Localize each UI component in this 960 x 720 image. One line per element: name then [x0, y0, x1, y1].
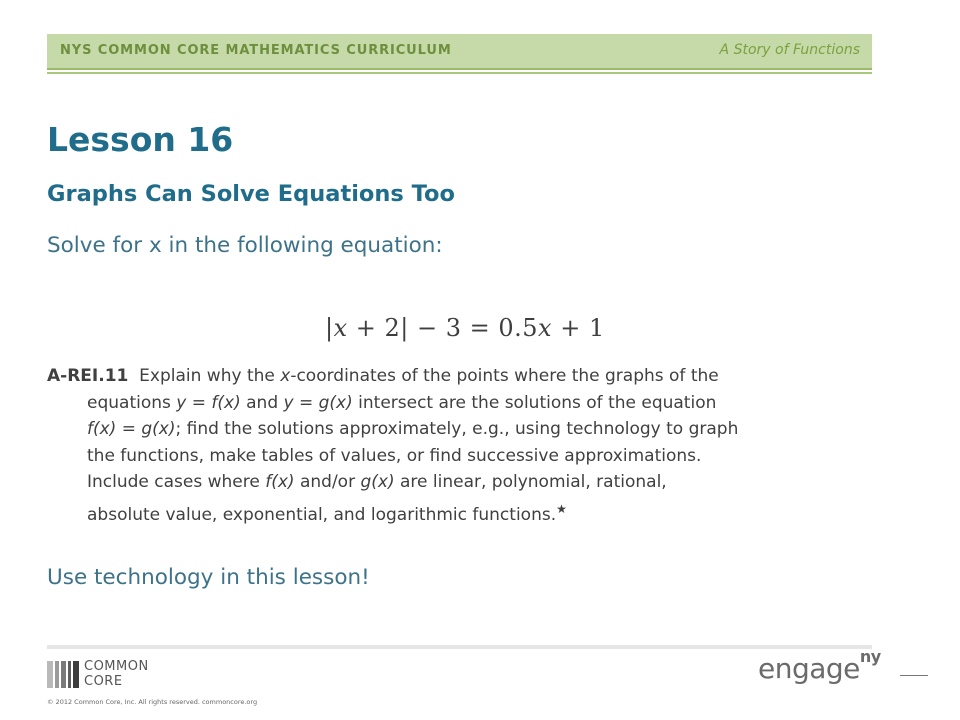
standard-fragment: equations	[87, 392, 177, 413]
standard-line	[47, 390, 917, 417]
equation-variable: x	[538, 314, 553, 342]
equation-part: − 3 = 0.5	[408, 314, 539, 342]
header-bar	[47, 34, 872, 70]
prompt-text: Solve for x in the following equation:	[47, 233, 443, 258]
ny-word: ny	[859, 646, 881, 666]
equation-part: + 2	[347, 314, 401, 342]
standard-fragment: Include cases where	[87, 472, 266, 492]
standard-fragment: and	[240, 392, 284, 413]
standard-fragment: intersect are the solutions of the equation	[352, 392, 717, 413]
standard-fragment: y = g(x)	[283, 392, 353, 413]
standard-line	[47, 416, 917, 443]
corner-divider	[900, 675, 928, 676]
standard-line	[47, 496, 917, 529]
standard-line	[47, 363, 917, 390]
engage-word: engage	[758, 652, 860, 685]
logo-word-core: CORE	[84, 674, 123, 689]
standard-fragment: -coordinates of the points where the graphs of the	[290, 366, 719, 386]
standard-fragment: g(x)	[360, 472, 395, 492]
abs-open: |	[325, 314, 334, 342]
standard-fragment: f(x)	[265, 472, 295, 492]
closing-text: Use technology in this lesson!	[47, 565, 370, 590]
standard-fragment: Explain why the	[128, 366, 281, 386]
standard-text	[47, 363, 917, 528]
star-icon: ★	[556, 501, 567, 516]
equation-variable: x	[333, 314, 348, 342]
standard-fragment: are linear, polynomial, rational,	[394, 472, 667, 492]
common-core-logo	[47, 659, 187, 691]
equation-part: + 1	[552, 314, 605, 342]
course-label: A Story of Functions	[719, 42, 860, 58]
header-divider	[47, 72, 872, 74]
standard-code: A-REI.11	[47, 366, 129, 386]
curriculum-label: NYS COMMON CORE MATHEMATICS CURRICULUM	[60, 43, 452, 58]
standard-line	[47, 469, 917, 496]
standard-line: the functions, make tables of values, or find successive approximations.	[87, 445, 702, 466]
standard-fragment: and/or	[294, 472, 361, 492]
equation	[325, 314, 605, 342]
standard-fragment: x	[280, 366, 291, 386]
standard-fragment: f(x) = g(x)	[87, 419, 176, 439]
standard-fragment: absolute value, exponential, and logarithmic functions.	[87, 504, 557, 525]
standard-fragment: ; find the solutions approximately, e.g., using technology to graph	[175, 419, 739, 439]
engageny-logo	[758, 646, 881, 685]
logo-word-common: COMMON	[84, 659, 149, 674]
copyright-text: © 2012 Common Core, Inc. All rights reserved. commoncore.org	[47, 698, 258, 706]
standard-fragment: y = f(x)	[176, 392, 241, 413]
lesson-subtitle: Graphs Can Solve Equations Too	[47, 181, 455, 207]
abs-close: |	[400, 314, 409, 342]
lesson-title: Lesson 16	[47, 120, 234, 159]
footer-divider	[47, 645, 872, 649]
